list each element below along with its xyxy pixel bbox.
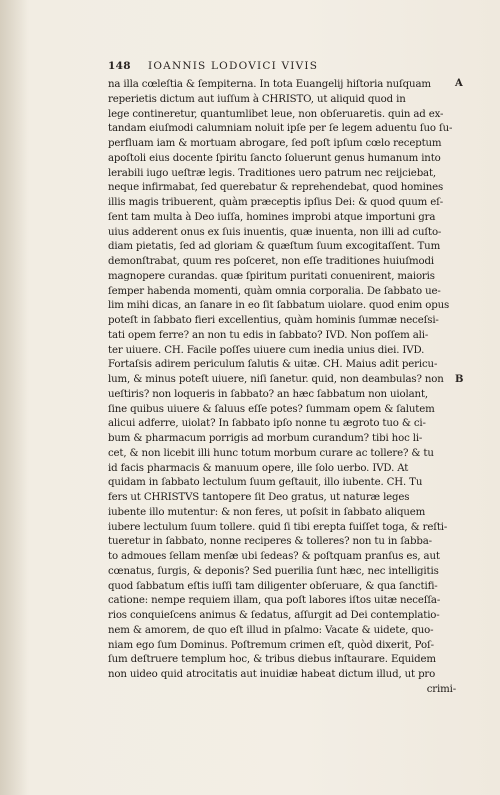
text-line: apoſtoli eius docente ſpiritu ſancto ſoluerunt genus humanum into: [108, 152, 441, 164]
text-line: id facis pharmacis & manuum opere, ille ſolo uerbo. IVD. At: [108, 462, 409, 474]
text-line: perfluam iam & mortuam abrogare, ſed poſt ipſum cœlo receptum: [108, 138, 442, 149]
text-line: ſum deſtruere templum hoc, & tribus diebus inſtaurare. Equidem: [108, 654, 436, 666]
text-line: rios conquieſcens animus & ſedatus, aſſurgit ad Dei contemplatio-: [108, 610, 440, 621]
text-line: iubere lectulum ſuum tollere. quid ſi tibi erepta fuiſſet toga, & reſti-: [108, 521, 448, 533]
text-line: nem & amorem, de quo eſt illud in pſalmo: Vacate & uidete, quo-: [108, 624, 434, 636]
running-head: IOANNIS LODOVICI VIVIS: [148, 60, 319, 72]
text-line: ſent tam multa à Deo iuſſa, homines improbi atque importuni gra: [108, 211, 436, 223]
text-line: alicui adferre, uiolat? In ſabbato ipſo nonne tu ægroto tuo & ci-: [108, 418, 426, 430]
text-line: uius adderent onus ex ſuis inuentis, quæ inuenta, non illi ad cuſto-: [108, 226, 442, 238]
text-line: ſemper habenda momenti, quàm omnia corporalia. De ſabbato ue-: [108, 285, 441, 297]
text-line: neque infirmabat, ſed querebatur & reprehendebat, quod homines: [108, 182, 444, 194]
text-line: crimi-: [426, 683, 456, 695]
text-line: catione: nempe requiem illam, qua poſt labores iſtos uitæ neceſſa-: [108, 595, 441, 607]
text-line: ueſtiris? non loqueris in ſabbato? an hæc ſabbatum non uiolant,: [108, 388, 428, 400]
text-line: diam pietatis, ſed ad gloriam & quæſtum ſuum excogitaſſent. Tum: [108, 241, 441, 253]
text-line: iubente illo mutentur: & non feres, ut poſsit in ſabbato aliquem: [108, 506, 426, 518]
page-header: [108, 60, 460, 76]
text-line: cet, & non licebit illi hunc totum morbum curare ac tollere? & tu: [108, 447, 434, 459]
text-line: illis magis tribuerent, quàm præceptis ipſius Dei: & quod quum eſ-: [108, 197, 444, 208]
text-line: lerabili iugo ueſtræ legis. Traditiones uero patrum nec reijciebat,: [108, 167, 437, 179]
text-line: bum & pharmacum porrigis ad morbum curandum? tibi hoc li-: [108, 433, 423, 444]
text-line: magnopere curandas. quæ ſpiritum puritati conuenirent, maioris: [108, 270, 435, 282]
text-line: na illa cœleſtia & ſempiterna. In tota Euangelij hiſtoria nuſquam: [108, 79, 431, 90]
text-line: lum, & minus poteſt uiuere, niſi ſanetur. quid, non deambulas? non: [108, 374, 444, 385]
text-line: fers ut CHRISTVS tantopere ſit Deo gratus, ut naturæ leges: [108, 492, 410, 503]
page-number: 148: [108, 60, 131, 72]
text-line: quod ſabbatum eſtis iuſſi tam diligenter obſeruare, & qua ſanctifi-: [108, 580, 438, 592]
margin-note-a: A: [455, 78, 463, 89]
text-line: lege contineretur, quantumlibet leue, non obſeruaretis. quin ad ex-: [108, 108, 444, 120]
text-line: niam ego ſum Dominus. Poſtremum crimen eſt, quòd dixerit, Poſ-: [108, 639, 434, 651]
text-line: non uideo quid atrocitatis aut inuidiæ habeat dictum illud, ut pro: [108, 669, 436, 680]
text-line: quidam in ſabbato lectulum ſuum geſtauit, illo iubente. CH. Tu: [108, 477, 423, 489]
text-line: reperietis dictum aut iuſſum à CHRISTO, ut aliquid quod in: [108, 93, 406, 105]
text-line: to admoues ſellam menſæ ubi ſedeas? & poſtquam pranſus es, aut: [108, 551, 440, 562]
text-line: cœnatus, ſurgis, & deponis? Sed puerilia ſunt hæc, nec intelligitis: [108, 565, 439, 577]
text-line: ſine quibus uiuere & ſaluus eſſe potes? ſummam opem & ſalutem: [108, 403, 435, 415]
body-text: [108, 78, 460, 698]
page-gutter-shadow: [0, 0, 28, 795]
margin-note-b: B: [455, 374, 464, 385]
text-line: poteſt in ſabbato fieri excellentius, quàm hominis ſummæ neceſsi-: [108, 315, 439, 326]
text-line: demonſtrabat, quum res poſceret, non eſſe traditiones huiuſmodi: [108, 256, 434, 267]
text-line: lim mihi dicas, an ſanare in eo ſit ſabbatum uiolare. quod enim opus: [108, 300, 450, 312]
text-line: ter uiuere. CH. Facile poſſes uiuere cum inedia unius diei. IVD.: [108, 344, 425, 356]
text-line: Fortaſsis adirem periculum ſalutis & uitæ. CH. Maius adit pericu-: [108, 359, 438, 371]
text-line: tati opem ferre? an non tu edis in ſabbato? IVD. Non poſſem ali-: [108, 329, 429, 341]
text-line: tandam eiuſmodi calumniam noluit ipſe per ſe legem aduentu ſuo ſu-: [108, 123, 453, 135]
text-line: tueretur in ſabbato, nonne reciperes & tolleres? non tu in ſabba-: [108, 536, 432, 548]
